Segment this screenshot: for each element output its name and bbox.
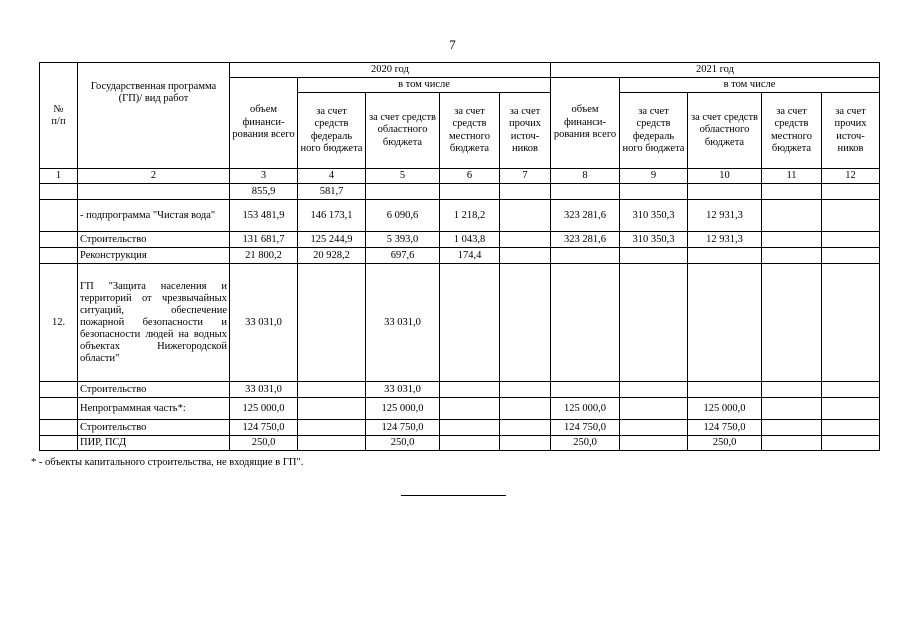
value-cell (620, 382, 688, 398)
value-cell: 855,9 (230, 184, 298, 200)
value-cell: 33 031,0 (366, 382, 440, 398)
value-cell: 310 350,3 (620, 232, 688, 248)
header-total-2020: объем финанси-рования всего (230, 78, 298, 169)
table-body (40, 184, 880, 451)
value-cell (440, 436, 500, 451)
value-cell: 323 281,6 (551, 232, 620, 248)
col-number: 3 (230, 169, 298, 184)
value-cell (500, 200, 551, 232)
col-number: 1 (40, 169, 78, 184)
value-cell: 125 000,0 (366, 398, 440, 420)
value-cell (500, 264, 551, 382)
value-cell: 12 931,3 (688, 232, 762, 248)
col-number: 7 (500, 169, 551, 184)
value-cell (762, 200, 822, 232)
value-cell (822, 184, 880, 200)
header-local-2020: за счет средств местного бюджета (440, 93, 500, 169)
value-cell (620, 264, 688, 382)
value-cell (500, 382, 551, 398)
value-cell (822, 248, 880, 264)
col-number: 11 (762, 169, 822, 184)
value-cell (688, 264, 762, 382)
header-federal-2020: за счет средств федераль ного бюджета (298, 93, 366, 169)
value-cell: 5 393,0 (366, 232, 440, 248)
financing-table (39, 62, 880, 451)
page-number: 7 (449, 37, 456, 52)
value-cell (298, 264, 366, 382)
value-cell (500, 248, 551, 264)
footnote: * - объекты капитального строительства, не входящие в ГП". (31, 457, 304, 468)
value-cell: 125 000,0 (551, 398, 620, 420)
value-cell: 20 928,2 (298, 248, 366, 264)
value-cell (298, 436, 366, 451)
value-cell: 1 218,2 (440, 200, 500, 232)
value-cell (762, 382, 822, 398)
value-cell (500, 184, 551, 200)
row-number-cell (40, 184, 78, 200)
value-cell (440, 184, 500, 200)
value-cell: 6 090,6 (366, 200, 440, 232)
value-cell: 697,6 (366, 248, 440, 264)
value-cell (366, 184, 440, 200)
value-cell (822, 420, 880, 436)
value-cell: 310 350,3 (620, 200, 688, 232)
value-cell (500, 398, 551, 420)
row-number-cell (40, 248, 78, 264)
header-program: Государственная программа (ГП)/ вид работ (78, 63, 230, 169)
value-cell (298, 398, 366, 420)
value-cell: 125 244,9 (298, 232, 366, 248)
value-cell (620, 420, 688, 436)
value-cell: 124 750,0 (688, 420, 762, 436)
header-year-2020: 2020 год (230, 63, 551, 78)
col-number: 8 (551, 169, 620, 184)
col-number: 4 (298, 169, 366, 184)
value-cell (620, 184, 688, 200)
value-cell: 33 031,0 (230, 264, 298, 382)
value-cell (822, 232, 880, 248)
col-number: 5 (366, 169, 440, 184)
value-cell: 125 000,0 (688, 398, 762, 420)
row-name-cell: Строительство (78, 382, 230, 398)
value-cell: 581,7 (298, 184, 366, 200)
row-name-cell: Непрограммная часть*: (78, 398, 230, 420)
table-row (40, 420, 880, 436)
header-year-2021: 2021 год (551, 63, 880, 78)
value-cell: 33 031,0 (366, 264, 440, 382)
table-row (40, 232, 880, 248)
value-cell (822, 200, 880, 232)
value-cell (298, 382, 366, 398)
row-number-cell (40, 200, 78, 232)
value-cell: 125 000,0 (230, 398, 298, 420)
end-separator-line (401, 495, 506, 496)
value-cell (688, 248, 762, 264)
value-cell (620, 398, 688, 420)
header-federal-2021: за счет средств федераль ного бюджета (620, 93, 688, 169)
row-name-cell: Строительство (78, 420, 230, 436)
col-number: 10 (688, 169, 762, 184)
value-cell (440, 420, 500, 436)
value-cell (822, 264, 880, 382)
value-cell (440, 382, 500, 398)
value-cell (551, 184, 620, 200)
value-cell: 250,0 (230, 436, 298, 451)
value-cell (500, 232, 551, 248)
header-regional-2020: за счет средств областного бюджета (366, 93, 440, 169)
row-number-cell (40, 420, 78, 436)
value-cell (762, 264, 822, 382)
value-cell: 124 750,0 (366, 420, 440, 436)
header-including-2020: в том числе (298, 78, 551, 93)
row-number-cell (40, 398, 78, 420)
header-local-2021: за счет средств местного бюджета (762, 93, 822, 169)
value-cell (551, 248, 620, 264)
value-cell (822, 398, 880, 420)
value-cell (762, 398, 822, 420)
value-cell (551, 264, 620, 382)
value-cell (688, 382, 762, 398)
value-cell: 131 681,7 (230, 232, 298, 248)
value-cell: 250,0 (551, 436, 620, 451)
value-cell (620, 436, 688, 451)
value-cell: 323 281,6 (551, 200, 620, 232)
table-row (40, 436, 880, 451)
header-num: № п/п (40, 63, 78, 169)
value-cell (298, 420, 366, 436)
col-number: 9 (620, 169, 688, 184)
row-name-cell (78, 184, 230, 200)
column-number-row (40, 169, 880, 184)
header-including-2021: в том числе (620, 78, 880, 93)
value-cell: 146 173,1 (298, 200, 366, 232)
value-cell: 174,4 (440, 248, 500, 264)
value-cell (762, 436, 822, 451)
value-cell (688, 184, 762, 200)
row-name-cell: ПИР, ПСД (78, 436, 230, 451)
value-cell (762, 248, 822, 264)
value-cell (822, 436, 880, 451)
header-regional-2021: за счет средств областного бюджета (688, 93, 762, 169)
table-row (40, 382, 880, 398)
value-cell: 33 031,0 (230, 382, 298, 398)
row-number-cell (40, 382, 78, 398)
header-other-2020: за счет прочих источ-ников (500, 93, 551, 169)
header-total-2021: объем финанси-рования всего (551, 78, 620, 169)
row-number-cell: 12. (40, 264, 78, 382)
value-cell: 153 481,9 (230, 200, 298, 232)
value-cell (440, 264, 500, 382)
value-cell: 124 750,0 (551, 420, 620, 436)
value-cell: 1 043,8 (440, 232, 500, 248)
value-cell (500, 436, 551, 451)
value-cell (762, 232, 822, 248)
row-name-cell: ГП "Защита населения и территорий от чрезвычайных ситуаций, обеспечение пожарной безопасности и безопасности людей на водных объектах Нижегородской области" (78, 264, 230, 382)
value-cell (440, 398, 500, 420)
row-name-cell: Реконструкция (78, 248, 230, 264)
value-cell: 250,0 (366, 436, 440, 451)
value-cell (822, 382, 880, 398)
row-number-cell (40, 436, 78, 451)
row-number-cell (40, 232, 78, 248)
row-name-cell: Строительство (78, 232, 230, 248)
value-cell: 250,0 (688, 436, 762, 451)
col-number: 12 (822, 169, 880, 184)
table-row (40, 184, 880, 200)
table-row (40, 248, 880, 264)
table-row (40, 264, 880, 382)
value-cell (762, 420, 822, 436)
row-name-cell: - подпрограмма "Чистая вода" (78, 200, 230, 232)
table-row (40, 398, 880, 420)
value-cell (762, 184, 822, 200)
value-cell: 12 931,3 (688, 200, 762, 232)
value-cell (620, 248, 688, 264)
header-other-2021: за счет прочих источ-ников (822, 93, 880, 169)
col-number: 2 (78, 169, 230, 184)
value-cell (500, 420, 551, 436)
value-cell: 21 800,2 (230, 248, 298, 264)
col-number: 6 (440, 169, 500, 184)
value-cell: 124 750,0 (230, 420, 298, 436)
table-row (40, 200, 880, 232)
value-cell (551, 382, 620, 398)
